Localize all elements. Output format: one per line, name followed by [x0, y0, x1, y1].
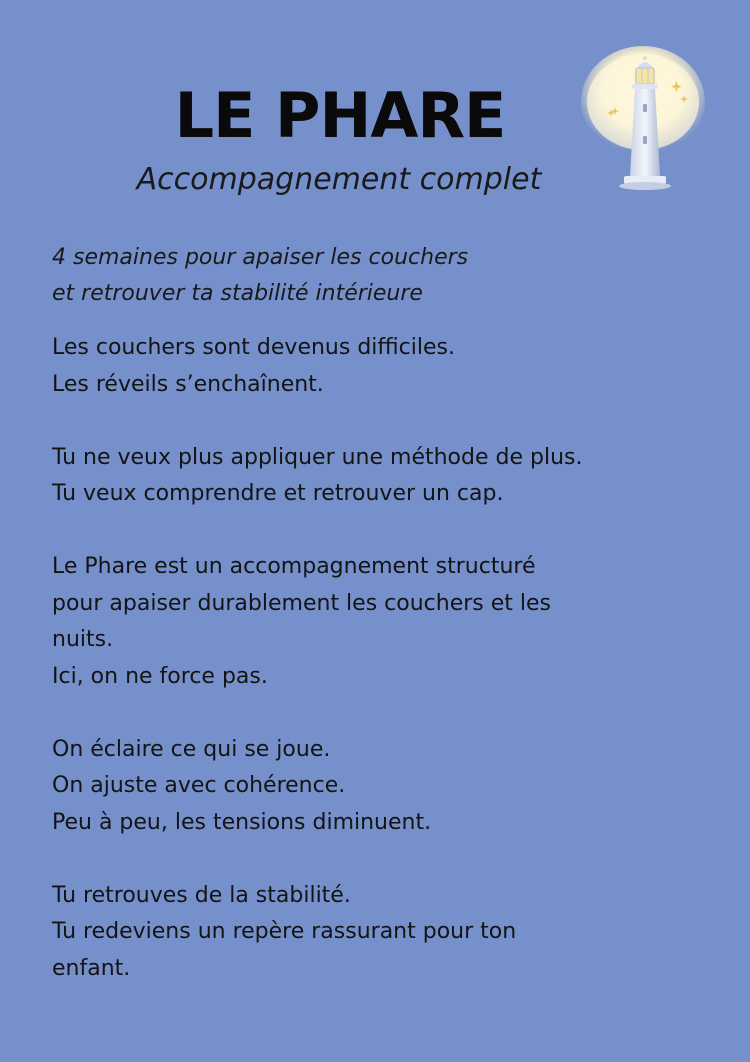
paragraph-line: Ici, on ne force pas. [52, 663, 268, 689]
paragraph-line: Tu veux comprendre et retrouver un cap. [52, 481, 504, 506]
paragraph-line: Tu ne veux plus appliquer une méthode de plus. [52, 444, 583, 470]
page-subtitle: Accompagnement complet [136, 162, 542, 197]
paragraph [52, 440, 692, 513]
paragraph [52, 878, 692, 988]
intro-tagline [52, 240, 692, 312]
paragraph-line: pour apaiser durablement les couchers et les [52, 590, 551, 616]
paragraph-line: Tu retrouves de la stabilité. [52, 882, 351, 908]
page-title: LE PHARE [174, 79, 506, 152]
paragraph-line: Le Phare est un accompagnement structuré [52, 554, 536, 579]
paragraph-line: nuits. [52, 627, 114, 652]
paragraph-line: On éclaire ce qui se joue. [52, 736, 331, 762]
paragraph-line: Les réveils s’enchaînent. [52, 371, 324, 397]
paragraph [52, 330, 692, 403]
intro-line: 4 semaines pour apaiser les couchers [52, 245, 469, 270]
paragraph-line: Peu à peu, les tensions diminuent. [52, 809, 432, 835]
paragraph-line: On ajuste avec cohérence. [52, 773, 346, 798]
paragraph-line: enfant. [52, 955, 131, 981]
body-text [52, 330, 692, 987]
paragraph [52, 732, 692, 842]
intro-line: et retrouver ta stabilité intérieure [52, 281, 423, 306]
paragraph-line: Tu redeviens un repère rassurant pour ton [52, 919, 517, 944]
paragraph-line: Les couchers sont devenus difficiles. [52, 335, 455, 360]
paragraph [52, 549, 692, 695]
lighthouse-icon [580, 40, 706, 200]
